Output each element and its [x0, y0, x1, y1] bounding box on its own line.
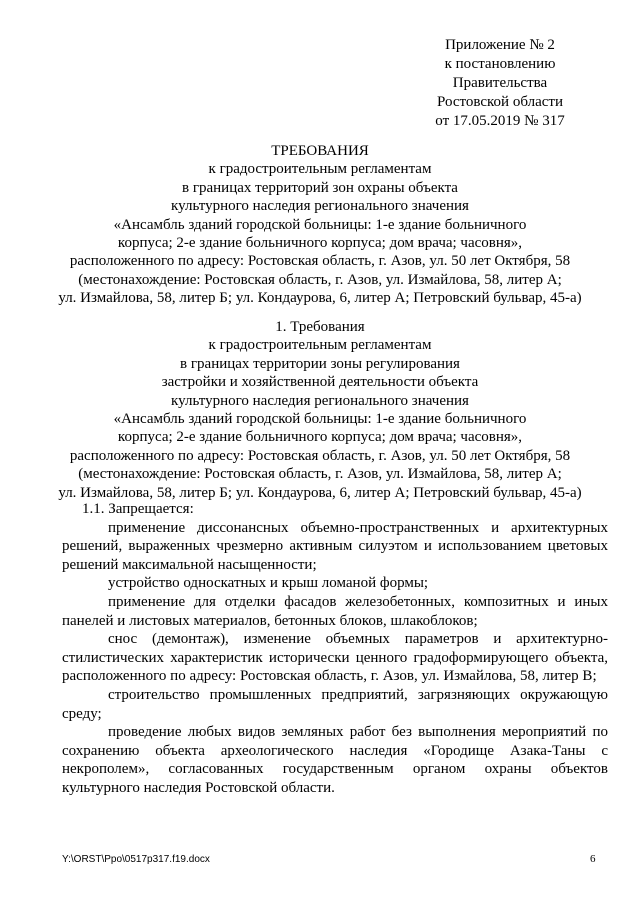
section-line: культурного наследия регионального значения	[171, 392, 469, 409]
title-heading: ТРЕБОВАНИЯ	[271, 143, 369, 159]
section-line: застройки и хозяйственной деятельности объекта	[161, 374, 479, 391]
section-line: к градостроительным регламентам	[208, 337, 432, 354]
section-line: в границах территории зоны регулирования	[180, 355, 460, 372]
appendix-line-3: Правительства	[452, 75, 548, 91]
title-line: к градостроительным регламентам	[208, 161, 432, 178]
section-line: корпуса; 2-е здание больничного корпуса; дом врача; часовня»,	[117, 429, 523, 446]
title-line: корпуса; 2-е здание больничного корпуса; дом врача; часовня»,	[117, 235, 523, 252]
title-line: в границах территорий зон охраны объекта	[182, 179, 458, 196]
section-1-title	[40, 318, 600, 502]
section-line: ул. Измайлова, 58, литер Б; ул. Кондаурова, 6, литер А; Петровский бульвар, 45-а)	[58, 484, 582, 501]
section-line: расположенного по адресу: Ростовская область, г. Азов, ул. 50 лет Октября, 58	[69, 447, 571, 464]
footer-file-path: Y:\ORST\Ppo\0517p317.f19.docx	[62, 854, 210, 865]
body-paragraph: применение для отделки фасадов железобетонных, композитных и иных панелей и листовых материалов, бетонных блоков, шлакоблоков;	[62, 593, 608, 629]
body-paragraph: устройство односкатных и крыш ломаной формы;	[108, 575, 429, 592]
title-line: «Ансамбль зданий городской больницы: 1-е здание больничного	[113, 216, 527, 233]
subheading: 1.1. Запрещается:	[82, 501, 194, 517]
appendix-line-1: Приложение № 2	[445, 37, 555, 53]
page-number: 6	[590, 853, 596, 865]
document-body	[62, 500, 608, 798]
body-paragraph: строительство промышленных предприятий, загрязняющих окружающую среду;	[62, 686, 608, 722]
appendix-line-2: к постановлению	[444, 56, 556, 72]
section-heading: 1. Требования	[275, 319, 365, 335]
appendix-line-5: от 17.05.2019 № 317	[435, 113, 565, 129]
body-paragraph: проведение любых видов земляных работ без выполнения мероприятий по сохранению объекта археологического наследия «Городище Азака-Таны с некрополем», согласованных государственным органом охраны объектов культурного наследия Ростовской области.	[62, 724, 608, 796]
title-line: культурного наследия регионального значения	[171, 198, 469, 215]
body-paragraph: снос (демонтаж), изменение объемных параметров и архитектурно-стилистических характеристик исторически ценного градоформирующего объекта, расположенного по адресу: Ростовская область, г. Азов, ул. Измайлова, 58, литер В;	[62, 631, 608, 685]
section-line: «Ансамбль зданий городской больницы: 1-е здание больничного	[113, 411, 527, 428]
appendix-line-4: Ростовской области	[437, 94, 563, 110]
title-line: (местонахождение: Ростовская область, г. Азов, ул. Измайлова, 58, литер А;	[78, 271, 562, 288]
title-line: расположенного по адресу: Ростовская область, г. Азов, ул. 50 лет Октября, 58	[69, 253, 571, 270]
document-title	[40, 142, 600, 308]
body-paragraph: применение диссонансных объемно-пространственных и архитектурных решений, выраженных чрезмерно активным силуэтом и использованием цветовых решений максимальной насыщенности;	[62, 519, 608, 573]
appendix-header	[400, 36, 600, 131]
section-line: (местонахождение: Ростовская область, г. Азов, ул. Измайлова, 58, литер А;	[78, 466, 562, 483]
title-line: ул. Измайлова, 58, литер Б; ул. Кондаурова, 6, литер А; Петровский бульвар, 45-а)	[58, 290, 582, 307]
